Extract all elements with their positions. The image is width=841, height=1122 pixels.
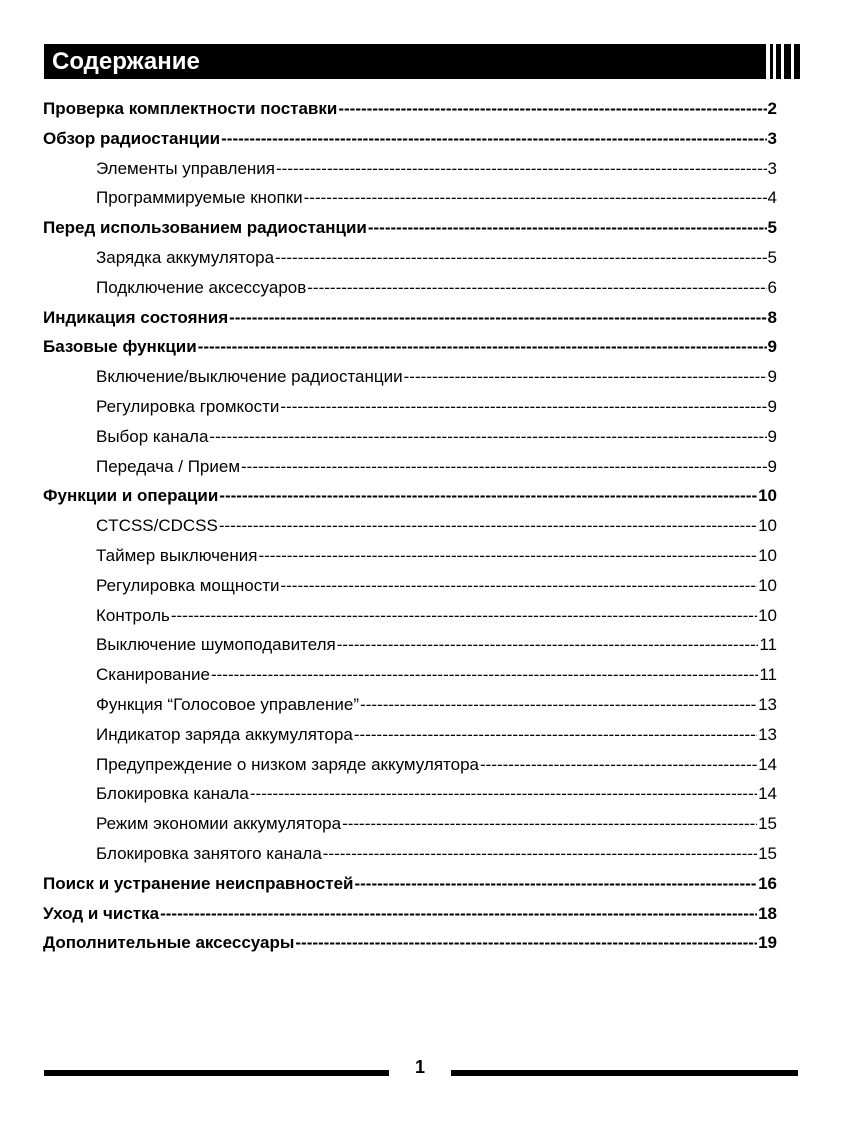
toc-page-number: 9 bbox=[767, 456, 777, 476]
toc-chapter-entry[interactable] bbox=[43, 124, 777, 154]
toc-section-entry[interactable] bbox=[43, 422, 777, 452]
toc-entry-title: Обзор радиостанции bbox=[43, 128, 221, 148]
toc-page-number: 14 bbox=[758, 784, 777, 804]
toc-page-number: 2 bbox=[767, 99, 777, 118]
toc-entry-title: Дополнительные аксессуары bbox=[43, 933, 295, 953]
toc-leader-dashes bbox=[280, 392, 766, 422]
toc-section-entry[interactable] bbox=[43, 779, 777, 809]
toc-section-entry[interactable] bbox=[43, 809, 777, 839]
toc-leader-dashes bbox=[250, 779, 757, 809]
toc-entry-title: CTCSS/CDCSS bbox=[96, 516, 218, 536]
toc-leader-dashes bbox=[354, 720, 757, 750]
toc-page-number: 10 bbox=[758, 486, 777, 506]
toc-leader-dashes bbox=[304, 183, 767, 213]
toc-section-entry[interactable] bbox=[43, 183, 777, 213]
toc-entry-title: Программируемые кнопки bbox=[96, 188, 303, 208]
toc-page-number: 6 bbox=[767, 277, 777, 297]
toc-page-number: 10 bbox=[758, 575, 777, 595]
toc-leader-dashes bbox=[241, 452, 767, 482]
toc-page-number: 13 bbox=[758, 724, 777, 744]
toc-section-entry[interactable] bbox=[43, 750, 777, 780]
toc-section-entry[interactable] bbox=[43, 690, 777, 720]
page-title: Содержание bbox=[52, 48, 200, 75]
toc-entry-title: Блокировка канала bbox=[96, 784, 249, 804]
toc-page-number: 11 bbox=[759, 635, 777, 655]
footer-rule-right bbox=[451, 1070, 798, 1076]
toc-leader-dashes bbox=[171, 601, 757, 631]
toc-page-number: 16 bbox=[758, 873, 777, 893]
toc-page-number: 5 bbox=[767, 247, 777, 267]
toc-leader-dashes bbox=[258, 541, 757, 571]
toc-page-number: 15 bbox=[758, 843, 777, 863]
toc-leader-dashes bbox=[307, 273, 766, 303]
toc-page-number: 13 bbox=[758, 694, 777, 714]
toc-entry-title: Проверка комплектности поставки bbox=[43, 99, 338, 118]
toc-section-entry[interactable] bbox=[43, 452, 777, 482]
toc-section-entry[interactable] bbox=[43, 601, 777, 631]
table-of-contents bbox=[43, 94, 777, 958]
toc-entry-title: Таймер выключения bbox=[96, 545, 258, 565]
toc-leader-dashes bbox=[211, 660, 758, 690]
toc-leader-dashes bbox=[219, 481, 757, 511]
toc-entry-title: Выбор канала bbox=[96, 426, 209, 446]
toc-leader-dashes bbox=[219, 511, 757, 541]
toc-leader-dashes bbox=[198, 332, 767, 362]
toc-chapter-entry[interactable] bbox=[43, 481, 777, 511]
toc-entry-title: Подключение аксессуаров bbox=[96, 277, 307, 297]
toc-chapter-entry[interactable] bbox=[43, 928, 777, 958]
toc-entry-title: Включение/выключение радиостанции bbox=[96, 367, 403, 387]
toc-page-number: 9 bbox=[767, 396, 777, 416]
toc-page-number: 18 bbox=[758, 903, 777, 923]
toc-chapter-entry[interactable] bbox=[43, 94, 777, 124]
toc-entry-title: Блокировка занятого канала bbox=[96, 843, 322, 863]
toc-entry-title: Передача / Прием bbox=[96, 456, 241, 476]
toc-section-entry[interactable] bbox=[43, 511, 777, 541]
toc-page-number: 9 bbox=[767, 367, 777, 387]
toc-entry-title: Режим экономии аккумулятора bbox=[96, 814, 342, 834]
toc-section-entry[interactable] bbox=[43, 720, 777, 750]
toc-entry-title: Функция “Голосовое управление” bbox=[96, 694, 360, 714]
toc-page-number: 14 bbox=[758, 754, 777, 774]
header-stripes-decoration bbox=[766, 44, 800, 79]
toc-chapter-entry[interactable] bbox=[43, 303, 777, 333]
toc-entry-title: Базовые функции bbox=[43, 337, 197, 357]
toc-page-number: 8 bbox=[767, 307, 777, 327]
toc-page-number: 19 bbox=[758, 933, 777, 953]
toc-chapter-entry[interactable] bbox=[43, 213, 777, 243]
toc-section-entry[interactable] bbox=[43, 362, 777, 392]
toc-section-entry[interactable] bbox=[43, 839, 777, 869]
toc-section-entry[interactable] bbox=[43, 541, 777, 571]
toc-leader-dashes bbox=[337, 630, 759, 660]
toc-page-number: 9 bbox=[767, 426, 777, 446]
toc-section-entry[interactable] bbox=[43, 660, 777, 690]
toc-section-entry[interactable] bbox=[43, 243, 777, 273]
toc-leader-dashes bbox=[276, 154, 767, 184]
toc-entry-title: Выключение шумоподавителя bbox=[96, 635, 336, 655]
toc-entry-title: Элементы управления bbox=[96, 158, 276, 178]
toc-page-number: 10 bbox=[758, 545, 777, 565]
page-number: 1 bbox=[414, 1057, 425, 1077]
toc-leader-dashes bbox=[368, 213, 767, 243]
toc-section-entry[interactable] bbox=[43, 392, 777, 422]
toc-section-entry[interactable] bbox=[43, 273, 777, 303]
toc-chapter-entry[interactable] bbox=[43, 332, 777, 362]
toc-leader-dashes bbox=[295, 928, 757, 958]
footer-rule-left bbox=[44, 1070, 389, 1076]
toc-chapter-entry[interactable] bbox=[43, 869, 777, 899]
toc-page-number: 10 bbox=[758, 605, 777, 625]
toc-leader-dashes bbox=[221, 124, 766, 154]
toc-leader-dashes bbox=[209, 422, 766, 452]
toc-entry-title: Контроль bbox=[96, 605, 170, 625]
toc-leader-dashes bbox=[360, 690, 757, 720]
toc-leader-dashes bbox=[404, 362, 767, 392]
toc-entry-title: Предупреждение о низком заряде аккумулятора bbox=[96, 754, 479, 774]
toc-leader-dashes bbox=[160, 899, 757, 929]
toc-entry-title: Индикатор заряда аккумулятора bbox=[96, 724, 353, 744]
toc-leader-dashes bbox=[480, 750, 757, 780]
toc-page-number: 11 bbox=[759, 665, 777, 685]
toc-entry-title: Поиск и устранение неисправностей bbox=[43, 873, 354, 893]
toc-leader-dashes bbox=[280, 571, 757, 601]
toc-page-number: 4 bbox=[767, 188, 777, 208]
toc-page-number: 3 bbox=[767, 128, 777, 148]
toc-entry-title: Регулировка мощности bbox=[96, 575, 280, 595]
toc-page-number: 5 bbox=[767, 218, 777, 238]
toc-entry-title: Функции и операции bbox=[43, 486, 219, 506]
toc-leader-dashes bbox=[338, 94, 766, 124]
toc-leader-dashes bbox=[342, 809, 757, 839]
toc-page-number: 3 bbox=[767, 158, 777, 178]
toc-section-entry[interactable] bbox=[43, 630, 777, 660]
toc-section-entry[interactable] bbox=[43, 571, 777, 601]
toc-leader-dashes bbox=[323, 839, 757, 869]
toc-entry-title: Регулировка громкости bbox=[96, 396, 280, 416]
section-header-bar bbox=[44, 44, 800, 79]
toc-section-entry[interactable] bbox=[43, 154, 777, 184]
toc-entry-title: Индикация состояния bbox=[43, 307, 229, 327]
toc-entry-title: Перед использованием радиостанции bbox=[43, 218, 367, 238]
toc-entry-title: Уход и чистка bbox=[43, 903, 160, 923]
toc-leader-dashes bbox=[275, 243, 767, 273]
toc-entry-title: Сканирование bbox=[96, 665, 210, 685]
toc-leader-dashes bbox=[229, 303, 766, 333]
toc-page-number: 10 bbox=[758, 516, 777, 536]
toc-page-number: 15 bbox=[758, 814, 777, 834]
toc-chapter-entry[interactable] bbox=[43, 899, 777, 929]
toc-entry-title: Зарядка аккумулятора bbox=[96, 247, 275, 267]
toc-page-number: 9 bbox=[767, 337, 777, 357]
toc-leader-dashes bbox=[354, 869, 757, 899]
